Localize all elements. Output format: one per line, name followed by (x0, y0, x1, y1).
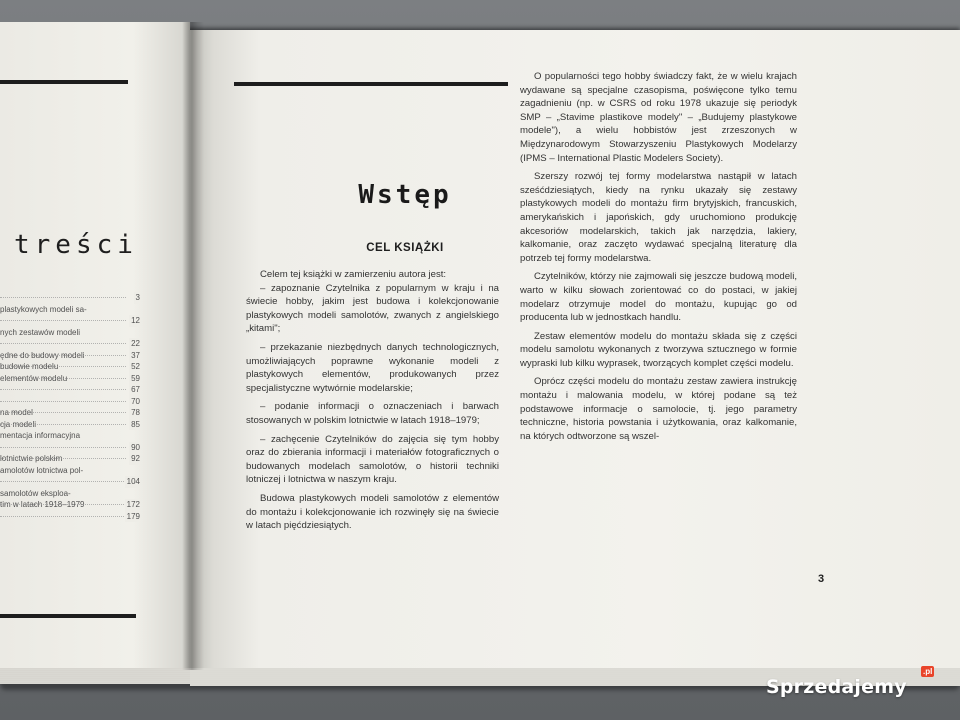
toc-entry (0, 338, 140, 350)
toc-entry-text: na model (0, 408, 33, 417)
toc-leader-dots (0, 516, 126, 517)
toc-leader-dots (0, 401, 126, 402)
toc-entry-text: lotnictwie polskim (0, 454, 63, 463)
toc-leader-dots (0, 366, 126, 367)
toc-leader-dots (0, 297, 126, 298)
toc-entry (0, 315, 140, 327)
paragraph: Celem tej książki w zamierzeniu autora jest: (260, 269, 447, 280)
paragraph: – przekazanie niezbędnych danych technologicznych, umożliwiających poprawne wykonanie modeli z plastykowych elementów, produkowanych przez specjalistyczne wytwórnie modelarskie; (246, 341, 499, 394)
toc-entry (0, 304, 140, 316)
toc-page-number: 37 (131, 350, 140, 360)
toc-page-number: 104 (126, 477, 140, 486)
paragraph: Zestaw elementów modelu do montażu składa się z części modelu samolotu wykonanych z tworzywa sztucznego w formie wypraski lub kilku wyprasek, tworzących komplet części modelu. (520, 330, 797, 369)
toc-leader-dots (0, 343, 126, 344)
toc-leader-dots (0, 412, 126, 413)
paragraph: – zapoznanie Czytelnika z popularnym w kraju i na świecie hobby, jakim jest budowa i kolekcjonowanie plastykowych modeli samolotów, zwanych z angielskiego „kitami"; (246, 282, 499, 335)
text-column-left (246, 268, 499, 533)
section-subtitle: CEL KSIĄŻKI (366, 242, 444, 254)
watermark-brand: Sprzedajemy (766, 676, 907, 698)
right-page (190, 30, 960, 670)
toc-entry (0, 407, 140, 419)
toc-entry-text: budowie modelu (0, 362, 59, 371)
toc-leader-dots (0, 389, 126, 390)
toc-leader-dots (0, 447, 126, 448)
toc-entry-text: ędne do budowy modeli (0, 350, 85, 360)
toc-page-number: 70 (131, 396, 140, 406)
toc-page-number: 59 (131, 373, 140, 383)
toc-entry (0, 442, 140, 454)
toc-page-number: 3 (135, 293, 140, 302)
toc-entry (0, 465, 140, 477)
left-page-edge (0, 668, 190, 684)
paragraph: Czytelników, którzy nie zajmowali się jeszcze budową modeli, warto w kilku słowach zorientować co do postaci, w jakiej modelarz otrzymuje model do montażu, kupując go od producenta lub w jednostkach handlu. (520, 271, 797, 324)
toc-entry-text: tim w latach 1918–1979 (0, 500, 85, 509)
toc-leader-dots (0, 504, 126, 505)
toc-entry (0, 511, 140, 523)
table-of-contents (0, 292, 140, 522)
toc-page-number: 67 (131, 385, 140, 394)
book-gutter (182, 22, 204, 670)
left-page (0, 22, 190, 670)
toc-heading: treści (14, 230, 138, 260)
toc-entry (0, 488, 140, 500)
toc-leader-dots (0, 320, 126, 321)
toc-leader-dots (0, 424, 126, 425)
toc-entry (0, 396, 140, 408)
watermark-tld: .pl (923, 667, 933, 676)
toc-page-number: 179 (126, 511, 140, 521)
page-number: 3 (818, 573, 825, 585)
left-page-bottom-rule (0, 614, 136, 618)
toc-entry (0, 327, 140, 339)
toc-leader-dots (0, 481, 126, 482)
toc-leader-dots (0, 355, 126, 356)
toc-entry (0, 350, 140, 362)
toc-entry (0, 373, 140, 385)
left-page-top-rule (0, 80, 128, 84)
toc-page-number: 172 (126, 500, 140, 509)
right-page-top-rule (234, 82, 508, 86)
toc-entry (0, 430, 140, 442)
toc-entry (0, 453, 140, 465)
toc-entry-text: amolotów lotnictwa pol- (0, 465, 84, 475)
paragraph: – podanie informacji o oznaczeniach i barwach stosowanych w polskim lotnictwie w latach 1918–1979; (246, 401, 499, 426)
paragraph: Budowa plastykowych modeli samolotów z elementów do montażu i kolekcjonowanie ich rozwinęły się na świecie w latach pięćdziesiątych. (246, 492, 499, 532)
toc-entry-text: samolotów eksploa- (0, 488, 71, 498)
toc-entry-text: mentacja informacyjna (0, 431, 81, 440)
toc-entry-text: nych zestawów modeli (0, 327, 81, 337)
toc-page-number: 52 (131, 362, 140, 371)
toc-entry (0, 419, 140, 431)
chapter-title: Wstęp (358, 180, 452, 210)
toc-entry (0, 476, 140, 488)
paragraph: Oprócz części modelu do montażu zestaw zawiera instrukcję montażu i malowania modelu, w której podane są też podstawowe informacje o samolocie, tj. jego parametry techniczne, historia powstania i użytkowania, oraz kalkomanie, na których odtworzone są wszel- (520, 376, 797, 442)
toc-page-number: 22 (131, 339, 140, 348)
toc-entry (0, 361, 140, 373)
toc-page-number: 78 (131, 408, 140, 417)
paragraph: O popularności tego hobby świadczy fakt, że w wielu krajach wydawane są specjalne czasopisma, poświęcone tylko temu zagadnieniu (np. w CSRS od roku 1978 ukazuje się periodyk SMP – „Stavime plastikove modely" – „Budujemy plastykowe modele"), a wielu hobbistów jest zrzeszonych w Międzynarodowym Stowarzyszeniu Plastykowych Modelarzy (IPMS – International Plastic Modelers Society). (520, 71, 797, 164)
toc-entry-text: elementów modelu (0, 373, 68, 383)
toc-leader-dots (0, 378, 126, 379)
text-column-right (520, 70, 797, 443)
toc-entry-text: plastykowych modeli sa- (0, 304, 87, 314)
paragraph: Szerszy rozwój tej formy modelarstwa nastąpił w latach sześćdziesiątych, kiedy na rynku ukazały się zestawy plastykowych modeli do montażu firm brytyjskich, francuskich, amerykańskich i japońskich, gdy uruchomiono produkcję akcesoriów modelarskich, takich jak narzędzia, lakiery, kalkomanie, oraz zaczęto wydawać specjalną literaturę dla potrzeb tej formy modelarstwa. (520, 171, 797, 264)
toc-page-number: 85 (131, 419, 140, 429)
toc-page-number: 12 (131, 316, 140, 325)
toc-entry (0, 384, 140, 396)
toc-leader-dots (0, 458, 126, 459)
toc-page-number: 92 (131, 454, 140, 463)
toc-entry-text: cja modeli (0, 419, 37, 429)
toc-entry (0, 499, 140, 511)
toc-page-number: 90 (131, 442, 140, 452)
toc-entry (0, 292, 140, 304)
paragraph: – zachęcenie Czytelników do zajęcia się tym hobby oraz do zbierania informacji i materiałów fotograficznych o budowanych modelach samolotów, o historii techniki lotniczej i lotnictwa w naszym kraju. (246, 433, 499, 486)
